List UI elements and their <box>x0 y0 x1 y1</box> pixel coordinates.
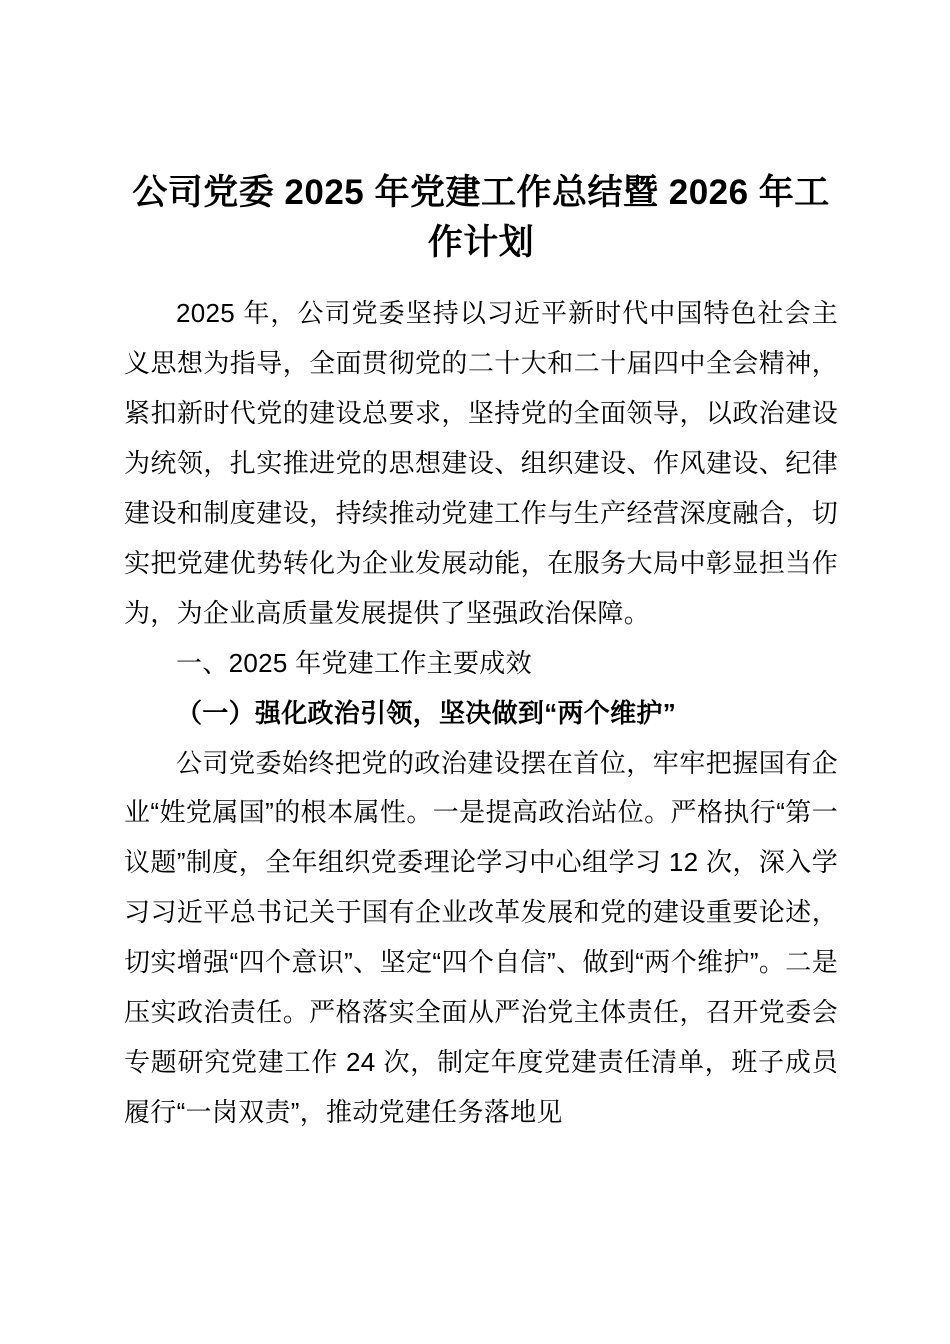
paragraph-intro: 2025 年，公司党委坚持以习近平新时代中国特色社会主义思想为指导，全面贯彻党的二十大和二十届四中全会精神，紧扣新时代党的建设总要求，坚持党的全面领导，以政治建设为统领，扎实推进党的思想建设、组织建设、作风建设、纪律建设和制度建设，持续推动党建工作与生产经营深度融合，切实把党建优势转化为企业发展动能，在服务大局中彰显担当作为，为企业高质量发展提供了坚强政治保障。 <box>124 298 838 628</box>
paragraph-body-1: 公司党委始终把党的政治建设摆在首位，牢牢把握国有企业“姓党属国”的根本属性。一是提高政治站位。严格执行“第一议题”制度，全年组织党委理论学习中心组学习 12 次，深入学习习近平总书记关于国有企业改革发展和党的建设重要论述，切实增强“四个意识”、坚定“四个自信”、做到“两个维护”。二是压实政治责任。严格落实全面从严治党主体责任，召开党委会专题研究党建工作 24 次，制定年度党建责任清单，班子成员履行“一岗双责”，推动党建任务落地见 <box>124 747 838 1127</box>
section-heading-1: 一、2025 年党建工作主要成效 <box>176 647 532 678</box>
subsection-heading-1: （一）强化政治引领，坚决做到“两个维护” <box>176 697 677 728</box>
page-title: 公司党委 2025 年党建工作总结暨 2026 年工作计划 <box>132 173 830 262</box>
